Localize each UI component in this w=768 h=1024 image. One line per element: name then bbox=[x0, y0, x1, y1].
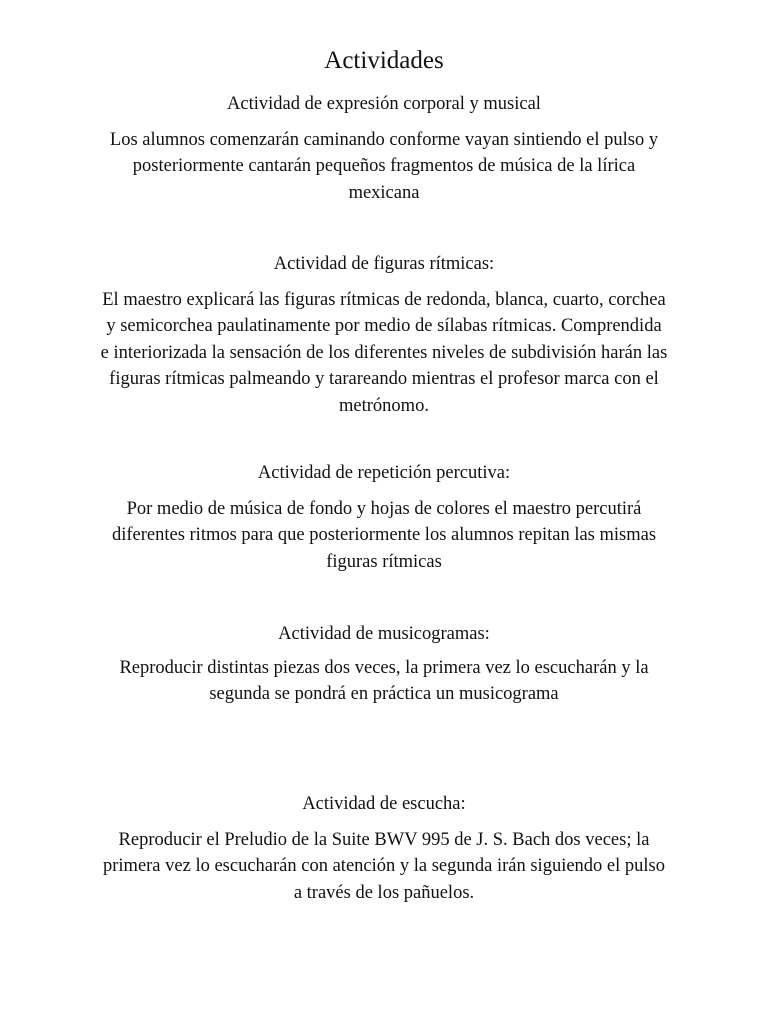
section-heading-expresion-corporal: Actividad de expresión corporal y musical bbox=[227, 94, 541, 114]
page-title: Actividades bbox=[324, 47, 444, 74]
section-heading-repeticion-percutiva: Actividad de repetición percutiva: bbox=[257, 463, 511, 483]
section-text-escucha: Reproducir el Preludio de la Suite BWV 995 de J. S. Bach dos veces; la primera vez lo escucharán con atención y la segunda irán siguiendo el pulso a través de los pañuelos. bbox=[103, 830, 665, 903]
section-heading-figuras-ritmicas: Actividad de figuras rítmicas: bbox=[273, 254, 495, 274]
section-text-repeticion-percutiva: Por medio de música de fondo y hojas de colores el maestro percutirá diferentes ritmos para que posteriormente los alumnos repitan las mismas figuras rítmicas bbox=[111, 499, 657, 572]
section-text-musicogramas: Reproducir distintas piezas dos veces, la primera vez lo escucharán y la segunda se pondrá en práctica un musicograma bbox=[119, 658, 649, 705]
section-text-figuras-ritmicas: El maestro explicará las figuras rítmicas de redonda, blanca, cuarto, corchea y semicorchea paulatinamente por medio de sílabas rítmicas. Comprendida e interiorizada la sensación de los diferentes niveles de subdivisión harán las figuras rítmicas palmeando y tarareando mientras el profesor marca con el metrónomo. bbox=[100, 290, 668, 416]
section-heading-escucha: Actividad de escucha: bbox=[302, 794, 466, 814]
section-heading-musicogramas: Actividad de musicogramas: bbox=[278, 624, 490, 644]
section-text-expresion-corporal: Los alumnos comenzarán caminando conforme vayan sintiendo el pulso y posteriormente cantarán pequeños fragmentos de música de la lírica mexicana bbox=[109, 130, 659, 203]
